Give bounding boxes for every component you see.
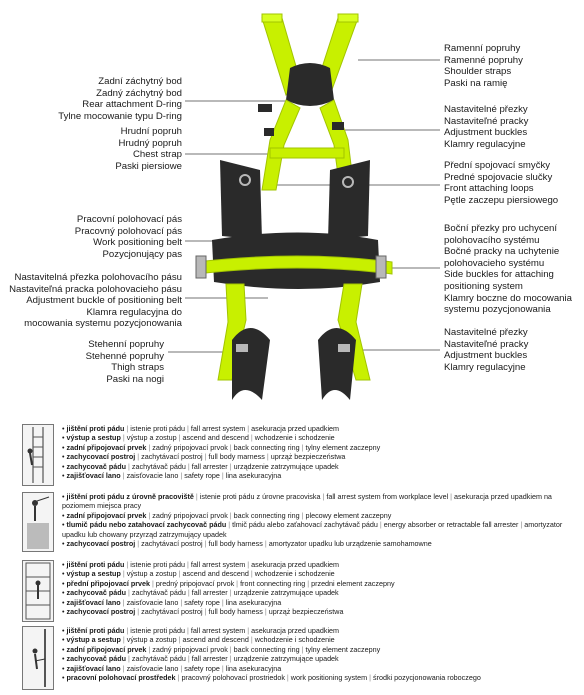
use-item-translation: uprząż bezpieczeństwa: [270, 452, 346, 462]
separator: |: [135, 539, 142, 549]
separator: |: [120, 433, 127, 443]
separator: |: [146, 510, 153, 520]
use-item-translation: výstup a zostup: [126, 569, 177, 579]
separator: |: [227, 510, 234, 520]
separator: |: [219, 597, 226, 607]
separator: |: [245, 560, 252, 569]
use-item-translation: full body marness: [208, 452, 265, 462]
separator: |: [248, 569, 255, 579]
separator: |: [248, 433, 255, 443]
separator: |: [120, 471, 127, 481]
separator: |: [227, 442, 234, 452]
label-line: Hrudný popruh: [118, 137, 182, 149]
separator: |: [248, 635, 255, 645]
separator: |: [176, 635, 183, 645]
label-line: Nastaviteľná pracka polohovacieho pásu: [9, 283, 182, 295]
use-item-translation: amortyzator upadku lub urządzenie samohamowne: [268, 539, 432, 549]
label-line: Pętle zaczepu piersiowego: [444, 194, 559, 206]
back-pad: [286, 63, 334, 106]
separator: |: [227, 644, 234, 654]
label-line: Klamry boczne do mocowania: [444, 292, 572, 304]
use-item-translation: wchodzenie i schodzenie: [254, 569, 335, 579]
use-item-translation: uprząż bezpieczeństwa: [268, 607, 344, 617]
label-side-buckles: [444, 223, 572, 316]
climbing-pictogram-icon: [22, 424, 54, 486]
chest-strap-shape: [270, 148, 344, 158]
use-item-term: zajišťovací lano: [66, 471, 121, 481]
separator: |: [124, 424, 131, 433]
use-item-translation: wchodzenie i schodzenie: [254, 635, 335, 645]
label-line: Paski na ramię: [444, 77, 508, 89]
use-item-translation: fall arrest system: [190, 560, 246, 569]
label-front-loops: [444, 160, 558, 206]
label-shoulder-straps: [444, 43, 523, 89]
use-item: • jištění proti pádu | istenie proti pádu | fall arrest system | asekuracja przed upadkiem: [62, 424, 340, 433]
use-item: • jištění proti pádu | istenie proti pádu | fall arrest system | asekuracja przed upadkiem: [62, 626, 340, 635]
label-line: Pracovní polohovací pás: [76, 214, 182, 225]
use-item: • zajišťovací lano | zaisťovacie lano | safety rope | lina asekuracyjna: [62, 663, 282, 673]
separator: |: [262, 607, 269, 617]
use-item: • jištění proti pádu | istenie proti pádu | fall arrest system | asekuracja przed upadkiem: [62, 560, 340, 569]
use-case-4: [22, 626, 582, 692]
separator: |: [202, 607, 209, 617]
label-line: Paski na nogi: [106, 373, 164, 385]
separator: |: [120, 597, 127, 607]
separator: |: [126, 588, 132, 598]
separator: |: [299, 442, 306, 452]
label-line: Nastavitelná přezka polohovacího pásu: [14, 272, 182, 283]
use-item-translation: istenie proti pádu: [130, 626, 186, 635]
separator: |: [193, 492, 200, 501]
label-line: Adjustment buckles: [444, 127, 528, 139]
use-item-term: jištění proti pádu: [66, 560, 125, 569]
separator: |: [185, 654, 192, 664]
use-item-translation: fall arrester: [191, 588, 228, 598]
label-line: Ramenné popruhy: [444, 54, 523, 66]
use-item-translation: tylny element zaczepny: [305, 644, 381, 654]
use-case-items: [62, 626, 582, 682]
use-item-translation: istenie proti pádu: [130, 560, 186, 569]
use-item: • zachycovací postroj | zachytávací postroj | full body harness | amortyzator upadku lub urządzenie samohamowne: [62, 539, 432, 549]
separator: |: [185, 560, 191, 569]
use-item-translation: zadný pripojovací prvok: [152, 644, 228, 654]
separator: |: [202, 452, 209, 462]
use-item-translation: asekuracja przed upadkiem na poziomem miejsca pracy: [62, 492, 552, 511]
use-item-term: výstup a sestup: [66, 569, 121, 579]
shoulder-straps-shape: [262, 14, 358, 190]
separator: |: [518, 520, 525, 530]
separator: |: [245, 424, 252, 433]
use-item-term: zajišťovací lano: [66, 597, 121, 607]
separator: |: [262, 539, 269, 549]
separator: |: [185, 424, 191, 433]
use-item-translation: urządzenie zatrzymujące upadek: [233, 461, 339, 471]
use-item-translation: ascend and descend: [182, 433, 249, 443]
use-item-term: zachycovač pádu: [66, 654, 127, 664]
use-item-term: pracovní polohovací prostředek: [66, 673, 176, 683]
use-item-translation: urządzenie zatrzymujące upadek: [233, 588, 339, 598]
use-item: • pracovní polohovací prostředek | pracovný polohovací prostriedok | work positioning system | środki pozycjonowania roboczego: [62, 673, 481, 683]
use-item-translation: asekuracja przed upadkiem: [251, 560, 340, 569]
use-item-term: zachycovač pádu: [66, 461, 127, 471]
positioning-belt-shape: [196, 233, 392, 290]
label-line: Pozycjonujący pas: [102, 248, 182, 260]
separator: |: [219, 663, 226, 673]
label-line: Stehenní popruhy: [88, 339, 164, 350]
separator: |: [377, 520, 384, 530]
separator: |: [299, 510, 306, 520]
use-item: • zajišťovací lano | zaisťovacie lano | safety rope | lina asekuracyjna: [62, 597, 282, 607]
label-line: Zadný záchytný bod: [96, 87, 182, 99]
use-item-translation: back connecting ring: [233, 644, 300, 654]
label-line: Nastaviteľné pracky: [444, 115, 529, 127]
use-item-translation: výstup a zostup: [126, 635, 177, 645]
separator: |: [146, 442, 153, 452]
label-line: Paski piersiowe: [115, 160, 182, 172]
use-case-2: [22, 492, 582, 552]
use-item-translation: zachytávač pádu: [131, 588, 186, 598]
use-item-translation: pracovný polohovací prostriedok: [181, 673, 285, 683]
separator: |: [234, 578, 241, 588]
label-line: Přední spojovací smyčky: [444, 160, 551, 171]
label-line: polohovacího systému: [444, 234, 540, 246]
label-work-positioning-belt: [75, 214, 182, 260]
use-item-translation: ascend and descend: [182, 635, 249, 645]
use-item-term: jištění proti pádu z úrovně pracoviště: [66, 492, 194, 501]
separator: |: [202, 539, 209, 549]
label-belt-buckle: [9, 272, 182, 330]
thigh-straps-shape: [218, 284, 370, 400]
use-case-3: [22, 560, 582, 622]
use-item-translation: front connecting ring: [240, 578, 306, 588]
use-item: • zajišťovací lano | zaisťovacie lano | safety rope | lina asekuracyjna: [62, 471, 282, 481]
label-line: Work positioning belt: [93, 237, 182, 249]
use-case-items: [62, 424, 582, 480]
use-item-translation: fall arrest system: [190, 626, 246, 635]
separator: |: [245, 626, 252, 635]
use-item-translation: istenie proti pádu: [130, 424, 186, 433]
separator: |: [120, 663, 127, 673]
use-item-translation: safety rope: [184, 597, 220, 607]
use-item-translation: výstup a zostup: [126, 433, 177, 443]
label-chest-strap: [115, 126, 182, 172]
use-item-translation: asekuracja przed upadkiem: [251, 424, 340, 433]
label-line: Ramenní popruhy: [444, 43, 521, 54]
separator: |: [227, 588, 234, 598]
use-item-translation: asekuracja przed upadkiem: [251, 626, 340, 635]
use-item-translation: zachytávací postroj: [141, 607, 203, 617]
use-item-translation: plecowy element zaczepny: [305, 510, 392, 520]
use-item-translation: istenie proti pádu z úrovne pracoviska: [199, 492, 321, 501]
use-item-translation: tylny element zaczepny: [305, 442, 381, 452]
label-line: polohovacieho systému: [444, 257, 545, 269]
label-line: Predné spojovacie slučky: [444, 171, 553, 183]
separator: |: [126, 461, 132, 471]
front-loops-shape: [220, 160, 370, 240]
use-item: • výstup a sestup | výstup a zostup | ascend and descend | wchodzenie i schodzenie: [62, 569, 335, 579]
workplace-pictogram-icon: [22, 492, 54, 552]
label-line: Klamry regulacyjne: [444, 138, 526, 150]
label-adjustment-buckles-bottom: [444, 327, 528, 373]
use-item: • zachycovací postroj | zachytávací postroj | full body harness | uprząż bezpieczeństwa: [62, 607, 344, 617]
separator: |: [320, 492, 327, 501]
label-thigh-straps: [86, 339, 164, 385]
separator: |: [178, 471, 185, 481]
label-line: Nastavitelné přezky: [444, 104, 528, 115]
separator: |: [176, 569, 183, 579]
label-line: Shoulder straps: [444, 66, 512, 78]
use-item-translation: zadný pripojovací prvok: [152, 442, 228, 452]
use-item-translation: lina asekuracyjna: [225, 597, 282, 607]
label-line: Nastavitelné přezky: [444, 327, 528, 338]
label-line: Adjustment buckles: [444, 350, 528, 362]
separator: |: [120, 569, 127, 579]
use-item-translation: środki pozycjonowania roboczego: [372, 673, 481, 683]
use-item-translation: zachytávač pádu: [131, 654, 186, 664]
separator: |: [305, 578, 312, 588]
separator: |: [124, 626, 131, 635]
label-line: Nastaviteľné pracky: [444, 338, 529, 350]
use-item-translation: lina asekuracyjna: [225, 663, 282, 673]
label-line: Adjustment buckle of positioning belt: [26, 295, 182, 307]
use-item-translation: urządzenie zatrzymujące upadek: [233, 654, 339, 664]
use-item-translation: zaisťovacie lano: [126, 597, 179, 607]
separator: |: [120, 635, 127, 645]
use-item-term: výstup a sestup: [66, 635, 121, 645]
label-line: Hrudní popruh: [120, 126, 182, 137]
separator: |: [175, 673, 182, 683]
use-item-translation: wchodzenie i schodzenie: [254, 433, 335, 443]
use-item-term: zadní připojovací prvek: [66, 442, 147, 452]
separator: |: [226, 520, 233, 530]
label-line: mocowania systemu pozycjonowania: [24, 318, 182, 330]
use-item-translation: safety rope: [184, 663, 220, 673]
use-item-term: přední připojovací prvek: [66, 578, 150, 588]
use-item: • přední připojovací prvek | predný pripojovací prvok | front connecting ring | przedni element zaczepny: [62, 578, 395, 588]
separator: |: [367, 673, 373, 683]
label-line: Boční přezky pro uchycení: [444, 223, 558, 234]
separator: |: [264, 452, 271, 462]
use-item-translation: fall arrest system: [190, 424, 246, 433]
separator: |: [227, 461, 234, 471]
label-line: Chest strap: [132, 149, 182, 161]
use-item: • zadní připojovací prvek | zadný pripojovací prvok | back connecting ring | plecowy element zaczepny: [62, 510, 392, 520]
use-item: • zachycovač pádu | zachytávač pádu | fall arrester | urządzenie zatrzymujące upadek: [62, 654, 339, 664]
use-item-term: jištění proti pádu: [66, 626, 125, 635]
use-case-items: [62, 492, 582, 548]
use-item-translation: energy absorber or retractable fall arrester: [383, 520, 519, 530]
use-item-translation: tlmič pádu alebo zaťahovací zachytávač pádu: [232, 520, 378, 530]
use-item-translation: fall arrest system from workplace level: [326, 492, 449, 501]
use-item-term: jištění proti pádu: [66, 424, 125, 433]
separator: |: [284, 673, 291, 683]
use-item-translation: zaisťovacie lano: [126, 663, 179, 673]
use-item-translation: przedni element zaczepny: [311, 578, 395, 588]
use-item-term: zachycovač pádu: [66, 588, 127, 598]
label-line: Stehenné popruhy: [85, 350, 164, 362]
use-item-term: výstup a sestup: [66, 433, 121, 443]
use-item-translation: zaisťovacie lano: [126, 471, 179, 481]
label-adjustment-buckles-top: [444, 104, 528, 150]
separator: |: [135, 607, 142, 617]
use-case-1: [22, 424, 582, 486]
use-item-term: zachycovací postroj: [66, 607, 136, 617]
label-line: Rear attachment D-ring: [82, 99, 182, 111]
label-line: Tylne mocowanie typu D-ring: [58, 110, 182, 122]
use-item: • výstup a sestup | výstup a zostup | ascend and descend | wchodzenie i schodzenie: [62, 433, 335, 443]
use-item-translation: zachytávací postroj: [141, 539, 203, 549]
front-attach-pictogram-icon: [22, 560, 54, 622]
use-item: • zadní připojovací prvek | zadný pripojovací prvok | back connecting ring | tylny element zaczepny: [62, 644, 381, 654]
separator: |: [185, 588, 192, 598]
separator: |: [150, 578, 156, 588]
label-line: systemu pozycjonowania: [444, 304, 551, 316]
separator: |: [178, 663, 185, 673]
use-item: • tlumič pádu nebo zatahovací zachycovač pádu | tlmič pádu alebo zaťahovací zachytávač pádu | energy absorber or retractable fall arrester | amortyzator upadku lub chowany przyrząd zatrzymujący upadek: [62, 520, 563, 539]
positioning-pictogram-icon: [22, 626, 54, 690]
use-item: • zachycovač pádu | zachytávač pádu | fall arrester | urządzenie zatrzymujące upadek: [62, 588, 339, 598]
separator: |: [126, 654, 132, 664]
separator: |: [185, 461, 192, 471]
separator: |: [299, 644, 306, 654]
use-item-translation: work positioning system: [290, 673, 368, 683]
separator: |: [135, 452, 142, 462]
separator: |: [227, 654, 234, 664]
use-item: • zachycovač pádu | zachytávač pádu | fall arrester | urządzenie zatrzymujące upadek: [62, 461, 339, 471]
use-item-term: zadní připojovací prvek: [66, 510, 147, 520]
separator: |: [176, 433, 183, 443]
use-item-translation: predný pripojovací prvok: [155, 578, 235, 588]
use-item-translation: zachytávací postroj: [141, 452, 203, 462]
separator: |: [219, 471, 226, 481]
use-item-translation: fall arrester: [191, 461, 228, 471]
label-line: Bočné pracky na uchytenie: [444, 246, 560, 258]
use-item: • zadní připojovací prvek | zadný pripojovací prvok | back connecting ring | tylny element zaczepny: [62, 442, 381, 452]
use-item-translation: zadný pripojovací prvok: [152, 510, 228, 520]
use-item: • zachycovací postroj | zachytávací postroj | full body marness | uprząż bezpieczeństwa: [62, 452, 346, 462]
label-line: Front attaching loops: [444, 183, 534, 195]
use-item-translation: lina asekuracyjna: [225, 471, 282, 481]
label-line: Side buckles for attaching: [444, 269, 554, 281]
use-item-translation: amortyzator upadku lub chowany przyrząd zatrzymujący upadek: [62, 520, 563, 539]
label-rear-attachment: [58, 76, 182, 122]
use-item: • výstup a sestup | výstup a zostup | ascend and descend | wchodzenie i schodzenie: [62, 635, 335, 645]
use-item-translation: fall arrester: [191, 654, 228, 664]
use-item-translation: zachytávač pádu: [131, 461, 186, 471]
separator: |: [124, 560, 131, 569]
use-item-term: zajišťovací lano: [66, 663, 121, 673]
use-item-term: zachycovací postroj: [66, 539, 136, 549]
label-line: Klamra regulacyjna do: [86, 306, 182, 318]
use-item-term: tlumič pádu nebo zatahovací zachycovač pádu: [66, 520, 227, 530]
use-item-translation: back connecting ring: [233, 442, 300, 452]
use-item-translation: safety rope: [184, 471, 220, 481]
label-line: Thigh straps: [111, 362, 164, 374]
use-item-term: zadní připojovací prvek: [66, 644, 147, 654]
separator: |: [448, 492, 455, 501]
use-item-translation: ascend and descend: [182, 569, 249, 579]
use-item-translation: full body harness: [208, 539, 263, 549]
separator: |: [178, 597, 185, 607]
use-item-term: zachycovací postroj: [66, 452, 136, 462]
label-line: Klamry regulacyjne: [444, 361, 526, 373]
label-line: positioning system: [444, 280, 523, 292]
separator: |: [185, 626, 191, 635]
label-line: Pracovný polohovací pás: [74, 225, 182, 237]
use-item: • jištění proti pádu z úrovně pracoviště | istenie proti pádu z úrovne pracoviska | fall arrest system from workplace level | asekuracja przed upadkiem na poziomem miejsca pracy: [62, 492, 552, 511]
use-case-items: [62, 560, 582, 616]
label-line: Zadní záchytný bod: [98, 76, 182, 87]
use-item-translation: full body harness: [208, 607, 263, 617]
separator: |: [146, 644, 153, 654]
use-item-translation: back connecting ring: [233, 510, 300, 520]
